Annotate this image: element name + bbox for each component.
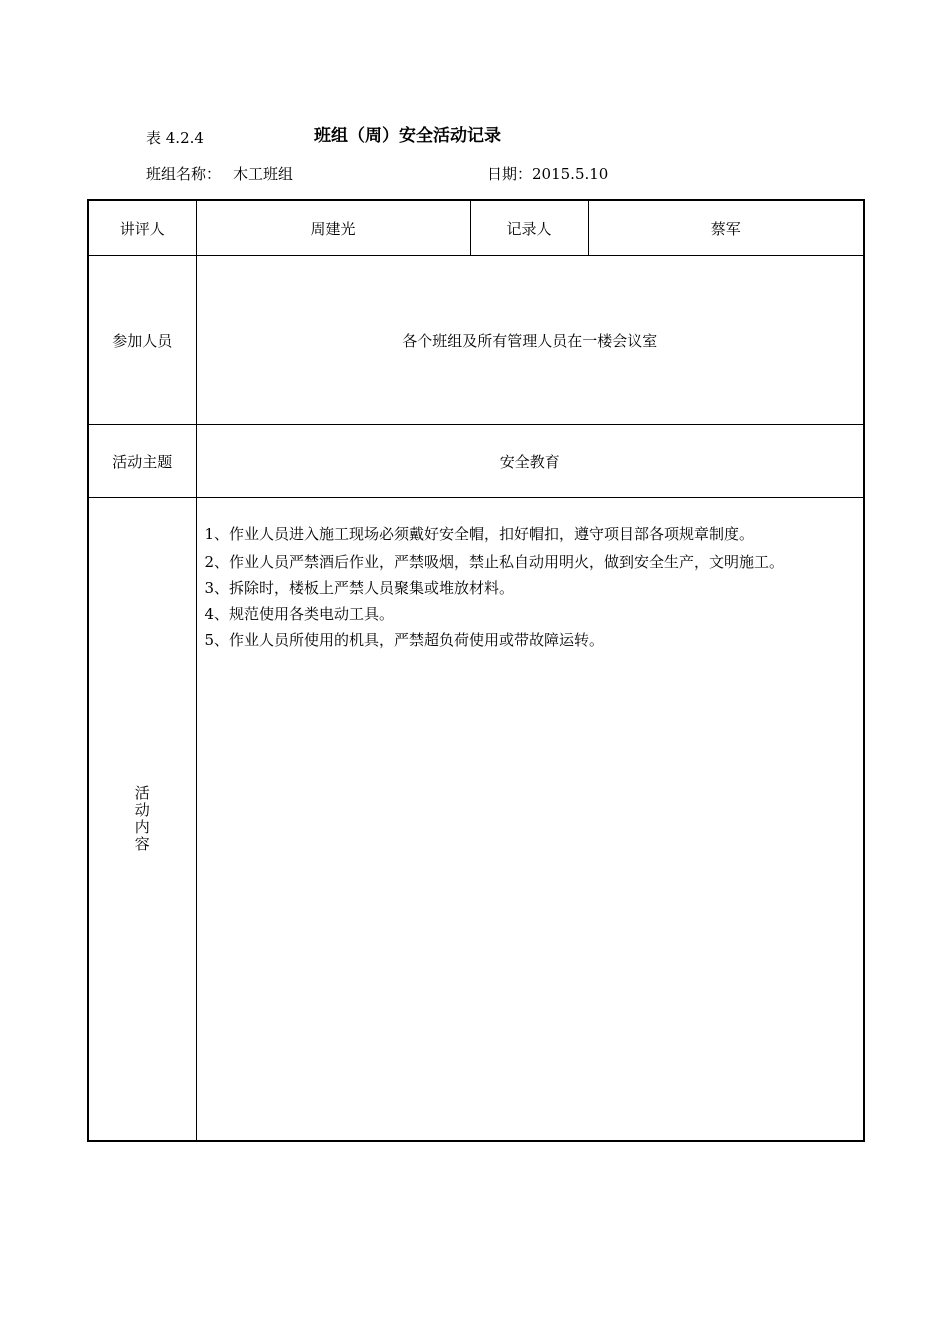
content-list bbox=[197, 498, 864, 650]
record-date: 日期：2015.5.10 bbox=[487, 165, 609, 183]
content-item: 3、拆除时，楼板上严禁人员聚集或堆放材料。 bbox=[204, 579, 515, 597]
table-number: 表 4.2.4 bbox=[146, 129, 204, 147]
speaker-value: 周建光 bbox=[196, 200, 470, 256]
theme-label: 活动主题 bbox=[88, 425, 196, 498]
content-label-cell bbox=[88, 498, 196, 1142]
speaker-label: 讲评人 bbox=[88, 200, 196, 256]
content-item: 2、作业人员严禁酒后作业，严禁吸烟，禁止私自动用明火，做到安全生产，文明施工。 bbox=[204, 553, 785, 571]
attendees-label: 参加人员 bbox=[88, 256, 196, 425]
team-name-value: 木工班组 bbox=[233, 165, 294, 183]
document-title: 班组（周）安全活动记录 bbox=[314, 126, 501, 146]
attendees-row bbox=[88, 256, 864, 425]
content-item: 4、规范使用各类电动工具。 bbox=[204, 605, 395, 623]
team-name-label: 班组名称： bbox=[146, 165, 222, 183]
content-row bbox=[88, 498, 864, 1142]
activity-record-table bbox=[87, 199, 865, 1142]
theme-value: 安全教育 bbox=[196, 425, 864, 498]
speaker-row bbox=[88, 200, 864, 256]
content-value-cell bbox=[196, 498, 864, 1142]
recorder-label: 记录人 bbox=[470, 200, 588, 256]
recorder-value: 蔡军 bbox=[588, 200, 864, 256]
theme-row bbox=[88, 425, 864, 498]
content-label: 活动内容 bbox=[134, 784, 150, 853]
content-item: 5、作业人员所使用的机具，严禁超负荷使用或带故障运转。 bbox=[204, 631, 605, 649]
attendees-value: 各个班组及所有管理人员在一楼会议室 bbox=[196, 256, 864, 425]
content-item: 1、作业人员进入施工现场必须戴好安全帽，扣好帽扣，遵守项目部各项规章制度。 bbox=[204, 525, 755, 543]
